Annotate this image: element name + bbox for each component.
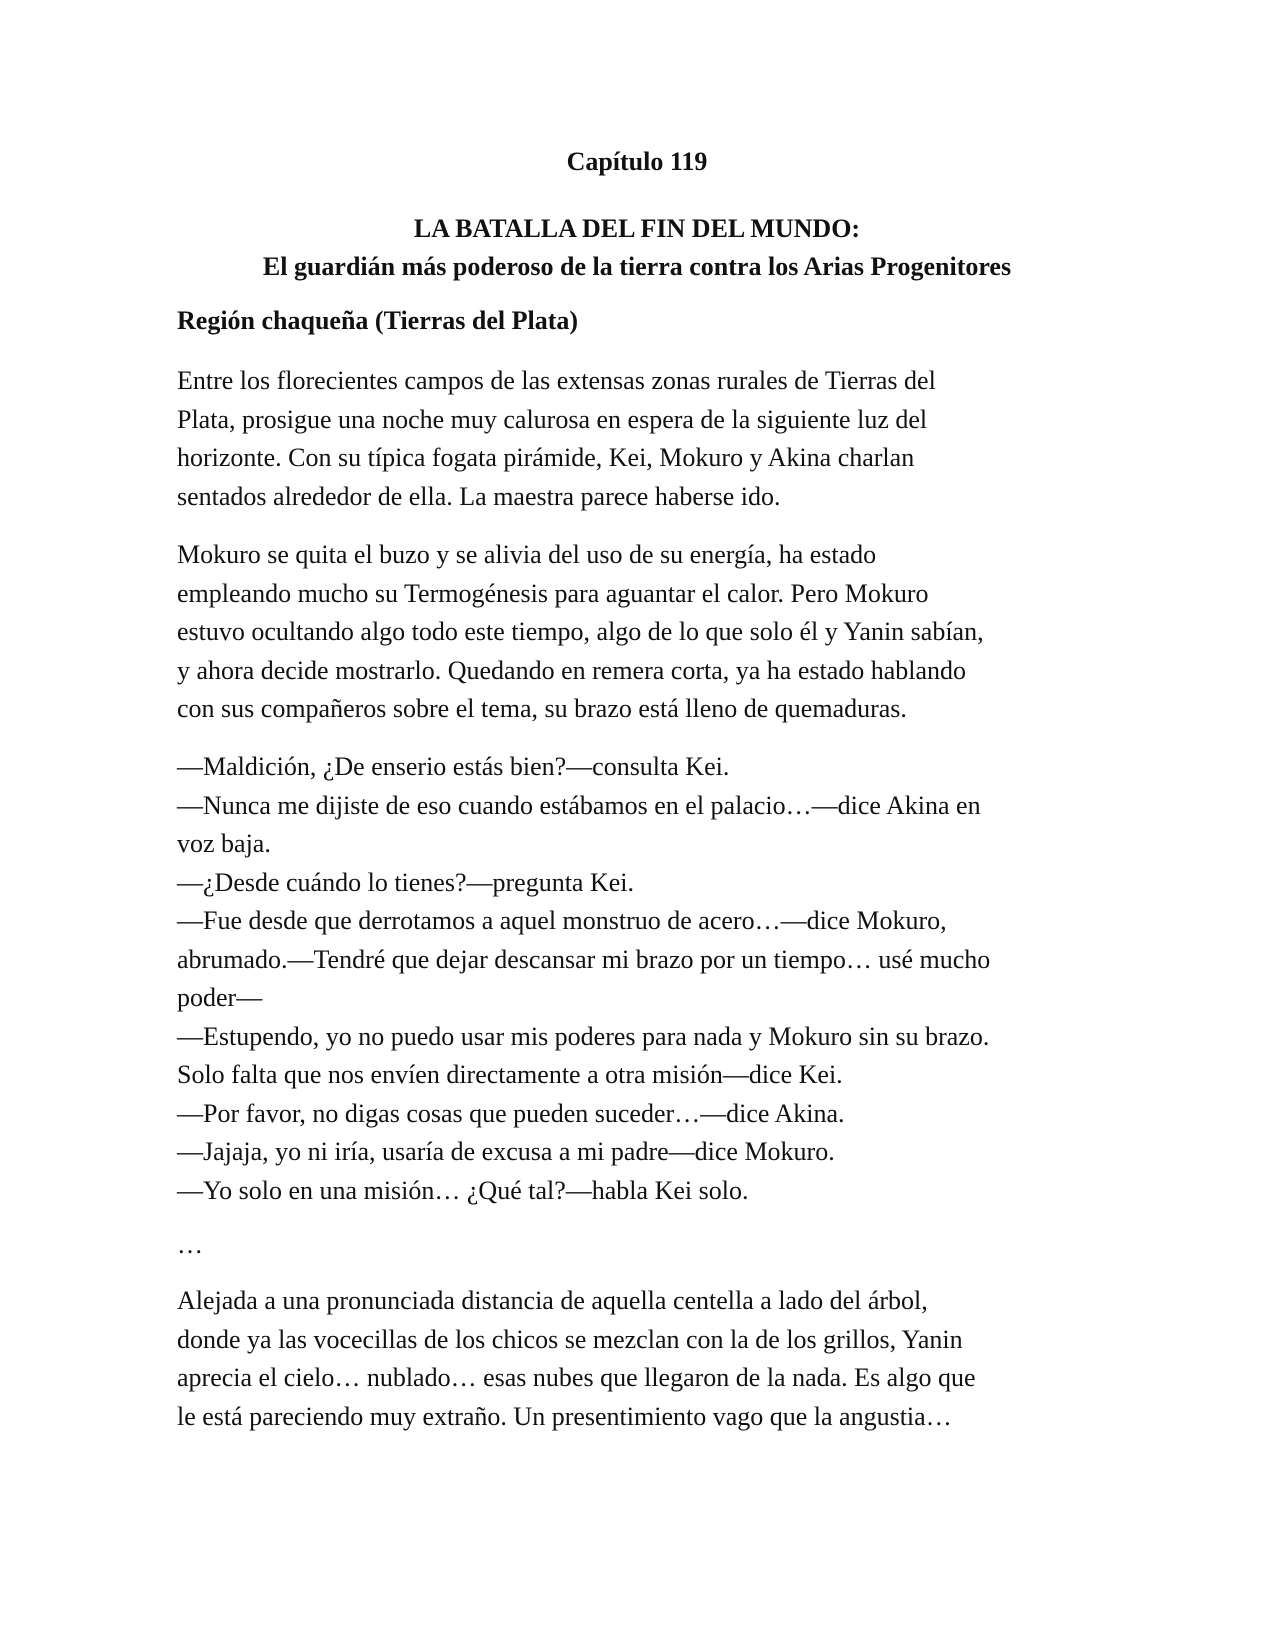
- dialogue-line: —Jajaja, yo ni iría, usaría de excusa a mi padre—dice Mokuro.: [177, 1137, 835, 1166]
- text-line: horizonte. Con su típica fogata pirámide, Kei, Mokuro y Akina charlan: [177, 443, 915, 472]
- paragraph-1: [177, 362, 1097, 516]
- dialogue-line: Solo falta que nos envíen directamente a otra misión—dice Kei.: [177, 1060, 843, 1089]
- text-line: y ahora decide mostrarlo. Quedando en remera corta, ya ha estado hablando: [177, 655, 967, 685]
- dialogue-line: abrumado.—Tendré que dejar descansar mi brazo por un tiempo… usé mucho: [177, 944, 991, 974]
- text-line: empleando mucho su Termogénesis para aguantar el calor. Pero Mokuro: [177, 578, 929, 608]
- dialogue-line: —Maldición, ¿De enserio estás bien?—consulta Kei.: [177, 752, 730, 781]
- section-heading: Región chaqueña (Tierras del Plata): [177, 306, 579, 335]
- dialogue-line: —Estupendo, yo no puedo usar mis poderes para nada y Mokuro sin su brazo.: [177, 1021, 990, 1051]
- text-line: le está pareciendo muy extraño. Un presentimiento vago que la angustia…: [177, 1401, 952, 1431]
- chapter-heading: Capítulo 119: [566, 147, 708, 176]
- paragraph-2: [177, 536, 1097, 729]
- chapter-title: [177, 210, 1097, 286]
- text-line: aprecia el cielo… nublado… esas nubes que llegaron de la nada. Es algo que: [177, 1363, 976, 1392]
- dialogue-line: —Nunca me dijiste de eso cuando estábamos en el palacio…—dice Akina en: [177, 790, 981, 820]
- paragraph-3: [177, 1282, 1097, 1436]
- chapter-title-line-1: LA BATALLA DEL FIN DEL MUNDO:: [413, 214, 861, 243]
- text-line: Alejada a una pronunciada distancia de aquella centella a lado del árbol,: [177, 1286, 928, 1315]
- text-line: estuvo ocultando algo todo este tiempo, algo de lo que solo él y Yanin sabían,: [177, 617, 984, 646]
- dialogue-line: voz baja.: [177, 829, 271, 858]
- text-line: sentados alrededor de ella. La maestra parece haberse ido.: [177, 481, 781, 511]
- dialogue-line: —Por favor, no digas cosas que pueden suceder…—dice Akina.: [177, 1098, 845, 1128]
- text-line: donde ya las vocecillas de los chicos se mezclan con la de los grillos, Yanin: [177, 1324, 963, 1354]
- text-line: Plata, prosigue una noche muy calurosa en espera de la siguiente luz del: [177, 404, 928, 434]
- dialogue-line: —Yo solo en una misión… ¿Qué tal?—habla Kei solo.: [177, 1175, 749, 1205]
- dialogue-block: [177, 748, 1097, 1210]
- dialogue-line: —¿Desde cuándo lo tienes?—pregunta Kei.: [177, 867, 635, 897]
- text-line: Entre los florecientes campos de las extensas zonas rurales de Tierras del: [177, 366, 936, 395]
- text-line: con sus compañeros sobre el tema, su brazo está lleno de quemaduras.: [177, 694, 907, 723]
- scene-separator: …: [177, 1230, 203, 1259]
- text-line: Mokuro se quita el buzo y se alivia del uso de su energía, ha estado: [177, 540, 877, 569]
- dialogue-line: poder—: [177, 983, 263, 1012]
- chapter-subtitle: El guardián más poderoso de la tierra contra los Arias Progenitores: [262, 252, 1012, 281]
- dialogue-line: —Fue desde que derrotamos a aquel monstruo de acero…—dice Mokuro,: [177, 906, 947, 935]
